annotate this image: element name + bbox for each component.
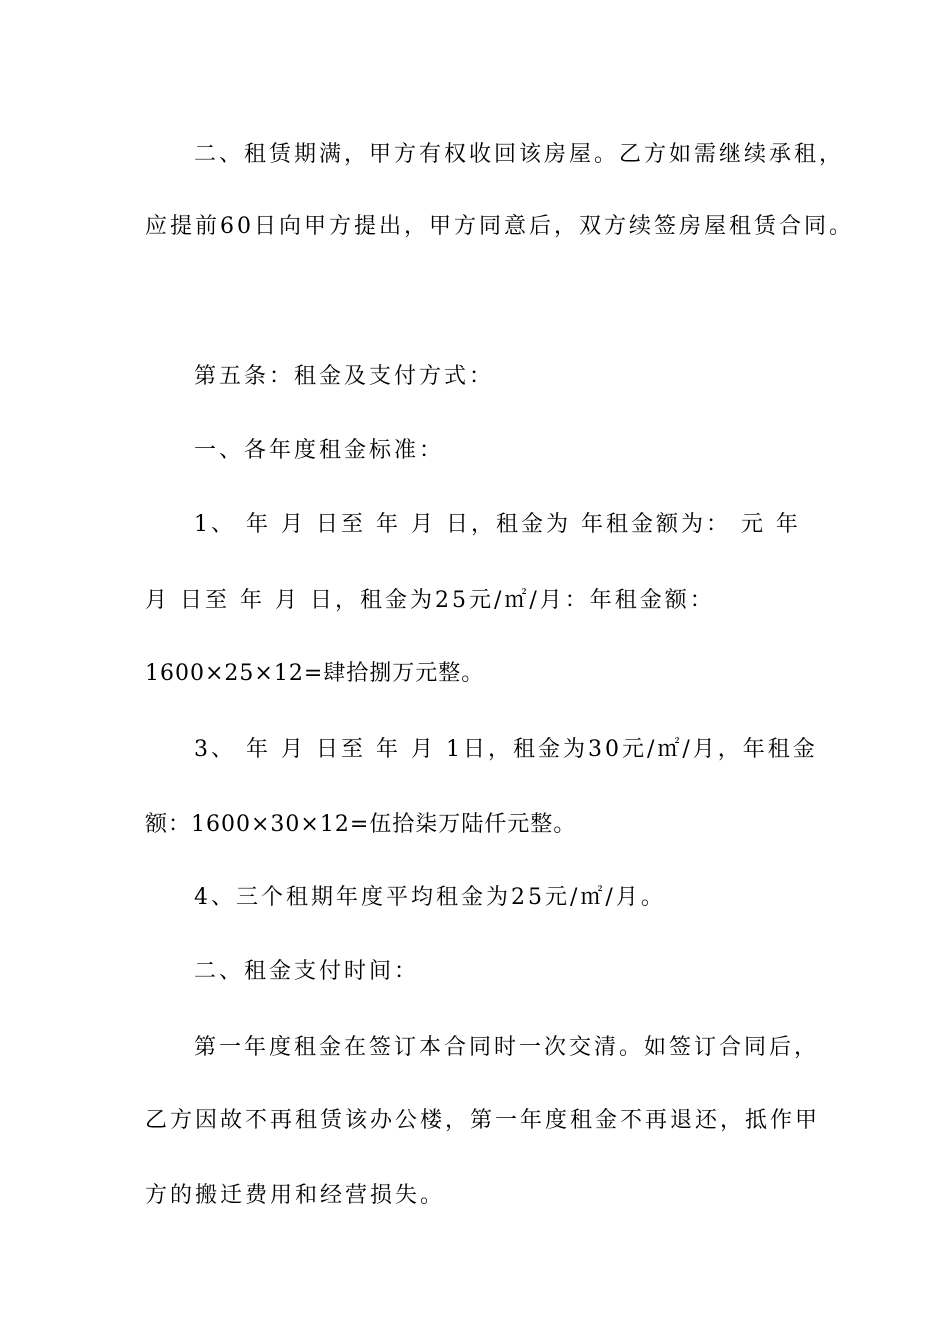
paragraph-line: 二、租赁期满，甲方有权收回该房屋。乙方如需继续承租，	[194, 142, 845, 167]
subsection-heading: 二、租金支付时间：	[194, 959, 420, 984]
paragraph-line: 月 日至 年 月 日，租金为25元/㎡/月：年租金额：	[145, 588, 715, 613]
paragraph-line: 1、 年 月 日至 年 月 日，租金为 年租金额为： 元 年	[194, 512, 801, 537]
paragraph-line: 1600×25×12=肆拾捌万元整。	[145, 661, 485, 686]
subsection-heading: 一、各年度租金标准：	[194, 438, 445, 463]
paragraph-line: 乙方因故不再租赁该办公楼，第一年度租金不再退还，抵作甲	[145, 1108, 821, 1133]
section-heading: 第五条：租金及支付方式：	[194, 364, 495, 389]
paragraph-line: 方的搬迁费用和经营损失。	[145, 1183, 446, 1208]
paragraph-line: 3、 年 月 日至 年 月 1日，租金为30元/㎡/月，年租金	[194, 737, 818, 762]
paragraph-line: 应提前60日向甲方提出，甲方同意后，双方续签房屋租赁合同。	[145, 214, 854, 239]
paragraph-line: 额：1600×30×12=伍拾柒万陆仟元整。	[145, 812, 577, 837]
paragraph-line: 4、三个租期年度平均租金为25元/㎡/月。	[194, 885, 666, 910]
paragraph-line: 第一年度租金在签订本合同时一次交清。如签订合同后，	[194, 1035, 820, 1060]
